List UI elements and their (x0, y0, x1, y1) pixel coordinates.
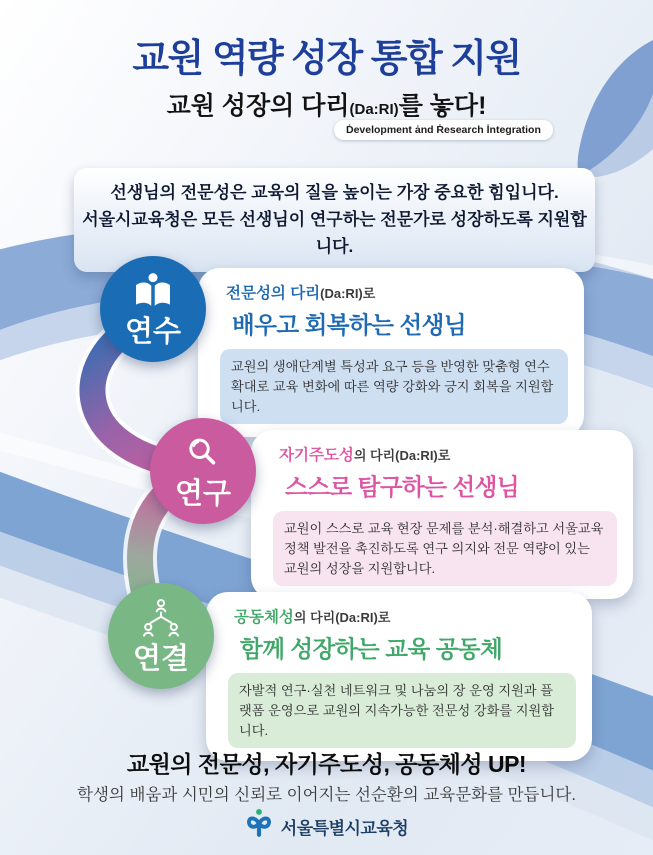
kicker-highlight: 전문성의 다리 (226, 285, 321, 302)
page-subtitle (0, 86, 653, 122)
subtitle-acronym: (Da:RI) (349, 101, 399, 118)
badge-connection (108, 583, 214, 689)
bubble-connection (206, 592, 592, 761)
bubble-research-body: 교원이 스스로 교육 현장 문제를 분석·해결하고 서울교육 정책 발전을 촉진하도록 연구 의지와 전문 역량이 있는 교원의 성장을 지원합니다. (273, 511, 617, 586)
intro-line2: 서울시교육청은 모든 선생님이 연구하는 전문가로 성장하도록 지원합니다. (82, 210, 587, 257)
badge-training-label: 연수 (124, 315, 182, 348)
acronym-caption-pill: Ḋevelopment ȧnd Ṙesearch İntegration (334, 120, 553, 140)
magnifier-icon (183, 434, 223, 479)
kicker-highlight: 자기주도성 (279, 447, 354, 464)
kicker-rest: 의 다리(Da:RI)로 (293, 610, 391, 625)
book-reader-icon (130, 272, 176, 317)
badge-connection-label: 연결 (132, 643, 190, 675)
bubble-research (251, 430, 633, 599)
bubble-training (198, 268, 584, 437)
network-icon (138, 598, 184, 644)
bubble-connection-body: 자발적 연구·실천 네트워크 및 나눔의 장 운영 지원과 플랫폼 운영으로 교원의 지속가능한 전문성 강화를 지원합니다. (228, 673, 576, 748)
badge-research (150, 418, 256, 524)
intro-line1: 선생님의 전문성은 교육의 질을 높이는 가장 중요한 힘입니다. (110, 183, 559, 202)
seoul-edu-logo-icon (245, 808, 273, 845)
page-title: 교원 역량 성장 통합 지원 (132, 38, 521, 80)
bubble-connection-kicker (234, 605, 576, 627)
bubble-connection-headline: 함께 성장하는 교육 공동체 (240, 636, 503, 662)
footer-headline: 교원의 전문성, 자기주도성, 공동체성 UP! (126, 751, 527, 777)
subtitle-suffix: 를 놓다! (398, 92, 487, 120)
org-logo-text: 서울특별시교육청 (280, 819, 409, 838)
badge-research-label: 연구 (174, 477, 232, 510)
bubble-research-kicker (279, 443, 617, 465)
subtitle-prefix: 교원 성장의 다리 (166, 92, 350, 120)
kicker-highlight: 공동체성 (234, 609, 294, 626)
bubble-training-body: 교원의 생애단계별 특성과 요구 등을 반영한 맞춤형 연수 확대로 교육 변화에 따른 역량 강화와 긍지 회복을 지원합니다. (220, 349, 568, 424)
kicker-rest: 의 다리(Da:RI)로 (353, 448, 451, 463)
bubble-training-kicker (226, 281, 568, 303)
footer-subtext: 학생의 배움과 시민의 신뢰로 이어지는 선순환의 교육문화를 만듭니다. (77, 786, 576, 804)
badge-training (100, 256, 206, 362)
bubble-research-headline: 스스로 탐구하는 선생님 (285, 474, 520, 500)
bubble-training-headline: 배우고 회복하는 선생님 (232, 312, 467, 338)
kicker-rest: (Da:RI)로 (320, 286, 376, 301)
org-logo-row (0, 808, 653, 845)
